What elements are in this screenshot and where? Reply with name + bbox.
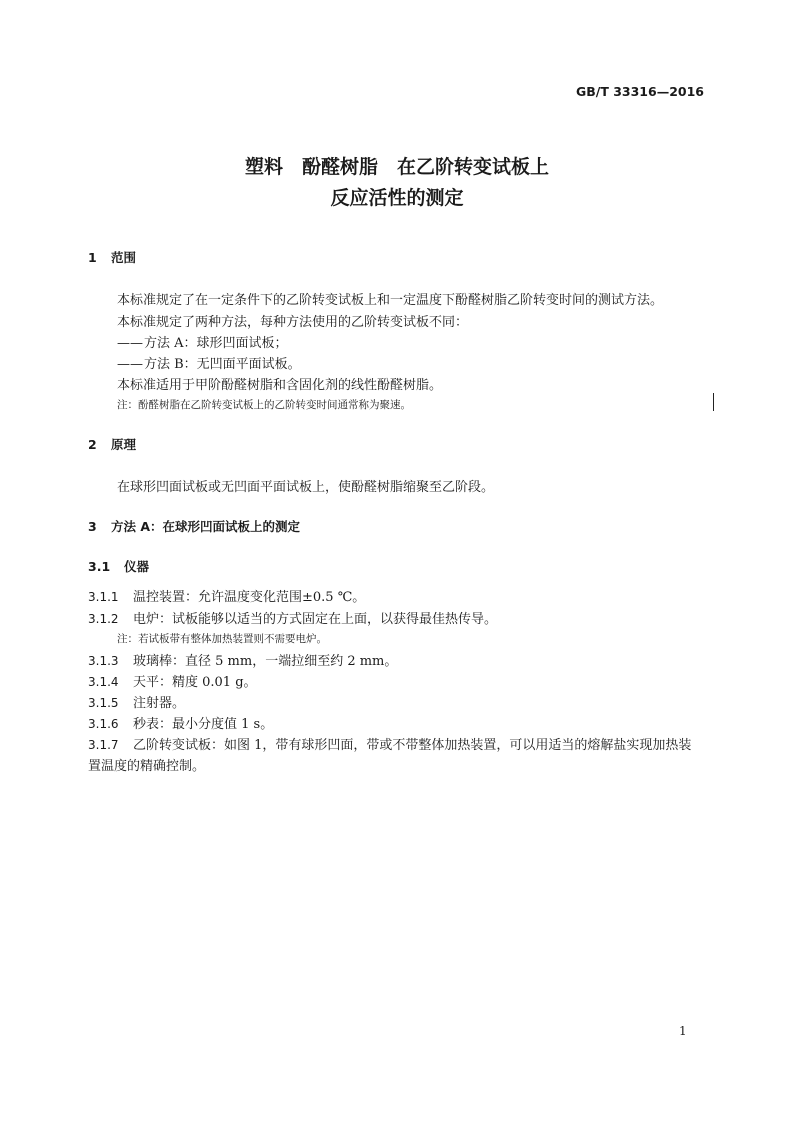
item-number: 3.1.5 — [88, 696, 119, 710]
method-b-text: 方法 B：无凹面平面试板。 — [144, 357, 301, 372]
section-title: 原理 — [111, 437, 137, 452]
apparatus-item-3-1-6 — [88, 713, 273, 732]
item-number: 3.1.2 — [88, 612, 119, 626]
item-text: 秒表：最小分度值 1 s。 — [133, 717, 274, 732]
item-text: 乙阶转变试板：如图 1，带有球形凹面，带或不带整体加热装置，可以用适当的熔解盐实现加热装 — [133, 738, 692, 753]
method-a-item — [117, 332, 288, 351]
item-text: 电炉：试板能够以适当的方式固定在上面，以获得最佳热传导。 — [133, 612, 498, 627]
apparatus-item-3-1-7 — [88, 734, 691, 753]
apparatus-item-3-1-7-continued: 置温度的精确控制。 — [88, 759, 206, 774]
item-number: 3.1.6 — [88, 717, 119, 731]
document-title-line1: 塑料 酚醛树脂 在乙阶转变试板上 — [244, 156, 549, 178]
item-number: 3.1.1 — [88, 590, 119, 604]
section-title: 仪器 — [124, 559, 150, 574]
apparatus-item-3-1-4 — [88, 671, 257, 690]
item-text: 温控装置：允许温度变化范围±0.5 ℃。 — [133, 590, 366, 605]
apparatus-item-3-1-3 — [88, 650, 397, 669]
section-heading-apparatus — [88, 557, 149, 575]
apparatus-note: 注：若试板带有整体加热装置则不需要电炉。 — [117, 633, 327, 645]
scope-note: 注：酚醛树脂在乙阶转变试板上的乙阶转变时间通常称为聚速。 — [117, 399, 411, 411]
document-title-line2: 反应活性的测定 — [330, 187, 464, 209]
list-dash: —— — [117, 336, 143, 351]
list-dash: —— — [117, 357, 143, 372]
item-number: 3.1.7 — [88, 738, 119, 752]
section-number: 3.1 — [88, 559, 111, 574]
section-title: 范围 — [111, 250, 137, 265]
standard-number: GB/T 33316—2016 — [575, 84, 704, 99]
item-number: 3.1.3 — [88, 654, 119, 668]
method-b-item — [117, 353, 301, 372]
item-number: 3.1.4 — [88, 675, 119, 689]
scope-paragraph-1: 本标准规定了在一定条件下的乙阶转变试板上和一定温度下酚醛树脂乙阶转变时间的测试方法。 — [117, 293, 664, 308]
apparatus-item-3-1-2 — [88, 608, 497, 627]
scope-paragraph-3: 本标准适用于甲阶酚醛树脂和含固化剂的线性酚醛树脂。 — [117, 378, 443, 393]
section-title: 方法 A：在球形凹面试板上的测定 — [111, 519, 301, 534]
section-number: 2 — [88, 437, 97, 452]
principle-paragraph: 在球形凹面试板或无凹面平面试板上，使酚醛树脂缩聚至乙阶段。 — [117, 480, 495, 495]
revision-bar — [713, 393, 714, 411]
method-a-text: 方法 A：球形凹面试板； — [144, 336, 288, 351]
item-text: 注射器。 — [133, 696, 186, 711]
apparatus-item-3-1-1 — [88, 586, 365, 605]
section-number: 3 — [88, 519, 97, 534]
item-text: 玻璃棒：直径 5 mm，一端拉细至约 2 mm。 — [133, 654, 398, 669]
page-number: 1 — [679, 1024, 687, 1038]
apparatus-item-3-1-5 — [88, 692, 185, 711]
section-heading-scope — [88, 248, 136, 266]
section-heading-principle — [88, 435, 136, 453]
scope-paragraph-2: 本标准规定了两种方法，每种方法使用的乙阶转变试板不同： — [117, 315, 469, 330]
item-text: 天平：精度 0.01 g。 — [133, 675, 257, 690]
section-number: 1 — [88, 250, 97, 265]
section-heading-method-a — [88, 517, 300, 535]
